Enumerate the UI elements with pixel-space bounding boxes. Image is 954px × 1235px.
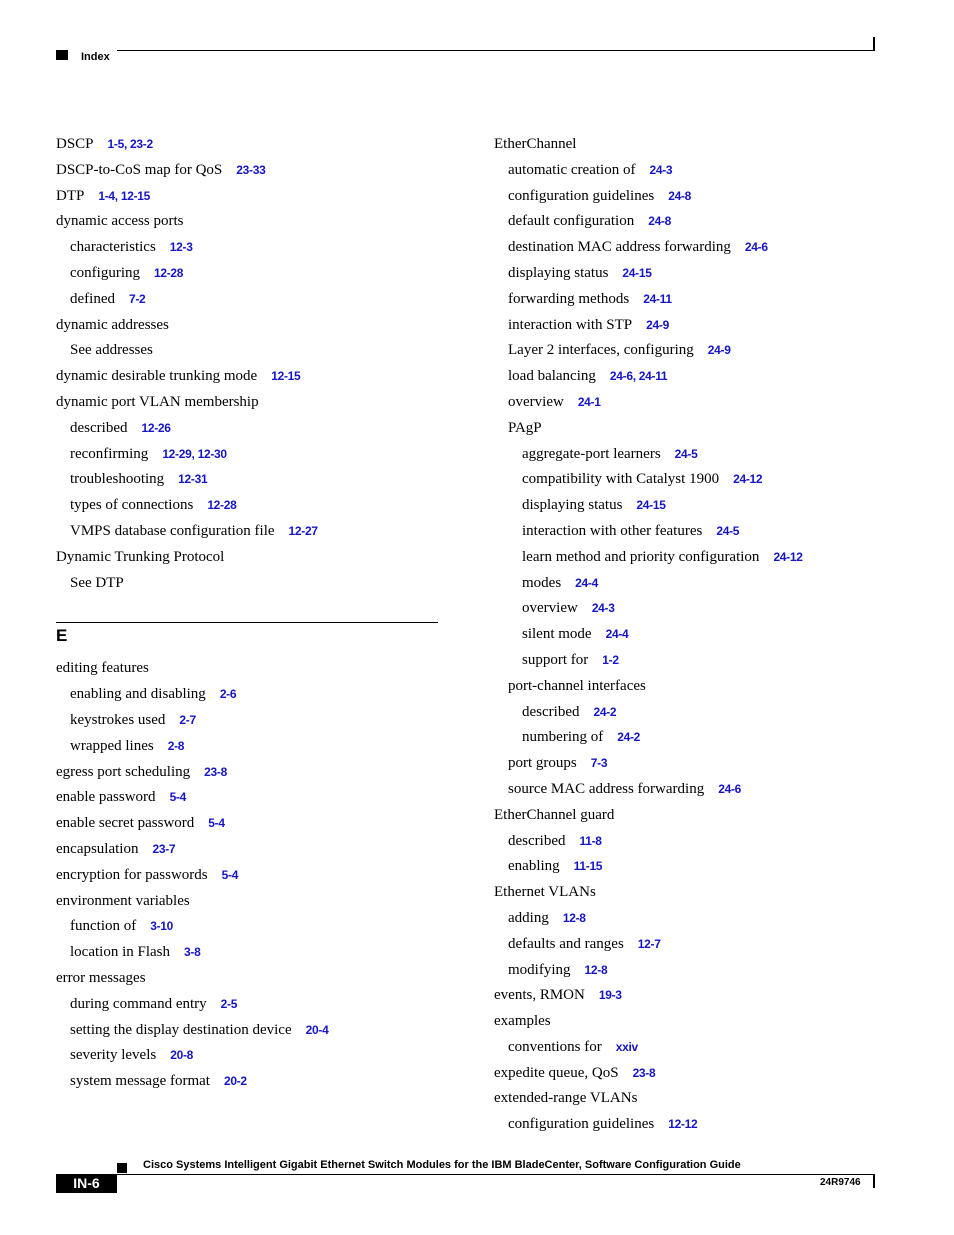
- index-subentry: [56, 1069, 438, 1095]
- page-reference-link[interactable]: 1-2: [602, 652, 619, 667]
- page-reference-link[interactable]: 2-7: [179, 712, 196, 727]
- page-reference-link[interactable]: 24-9: [646, 317, 669, 332]
- index-term: examples: [494, 1013, 551, 1030]
- index-term: overview: [522, 600, 578, 617]
- index-entry: [56, 184, 438, 210]
- index-term: encryption for passwords: [56, 866, 208, 883]
- index-term: port-channel interfaces: [508, 677, 646, 694]
- index-term: DSCP: [56, 136, 94, 152]
- index-entry: [56, 313, 438, 339]
- index-term: overview: [508, 393, 564, 410]
- index-entry: [56, 837, 438, 863]
- page-reference-link[interactable]: 2-6: [219, 687, 237, 702]
- page-reference-link[interactable]: 1-5, 23-2: [107, 137, 153, 151]
- index-term: displaying status: [522, 497, 623, 514]
- page-reference-link[interactable]: 24-6: [718, 781, 742, 796]
- page-reference-link[interactable]: 24-9: [707, 343, 731, 358]
- page-reference-link[interactable]: 24-6: [744, 240, 768, 255]
- index-subentry: [56, 519, 438, 545]
- index-subentry: [494, 596, 894, 622]
- index-subentry: [494, 261, 894, 287]
- page-reference-link[interactable]: 24-6, 24-11: [609, 369, 668, 384]
- page-reference-link[interactable]: 24-3: [591, 601, 615, 616]
- index-subentry: [56, 261, 438, 287]
- index-term: configuring: [70, 264, 140, 281]
- index-term: modes: [522, 574, 562, 591]
- page-reference-link[interactable]: 12-27: [288, 523, 318, 538]
- page-reference-link[interactable]: 7-2: [128, 291, 146, 306]
- page-reference-link[interactable]: 11-15: [573, 859, 603, 874]
- index-term: expedite queue, QoS: [494, 1064, 619, 1081]
- index-term: Layer 2 interfaces, configuring: [508, 342, 694, 359]
- page-reference-link[interactable]: 24-5: [674, 446, 698, 461]
- index-right-column: [494, 132, 894, 1138]
- index-term: support for: [522, 651, 589, 668]
- index-term: extended-range VLANs: [494, 1090, 638, 1107]
- footer-book-title: Cisco Systems Intelligent Gigabit Ethernet Switch Modules for the IBM BladeCenter, Software Configuration Guide: [143, 1159, 741, 1171]
- index-subentry: [56, 734, 438, 760]
- page-reference-link[interactable]: 24-8: [668, 188, 692, 203]
- index-term: described: [522, 703, 580, 720]
- index-subentry: [56, 493, 438, 519]
- page-reference-link[interactable]: 24-8: [648, 214, 672, 229]
- index-term: dynamic addresses: [56, 316, 169, 333]
- page-reference-link[interactable]: 24-4: [605, 627, 629, 642]
- page-reference-link[interactable]: 5-4: [221, 867, 239, 882]
- index-term: egress port scheduling: [56, 763, 191, 780]
- page-reference-link[interactable]: 3-10: [150, 919, 174, 934]
- index-subentry: [494, 519, 894, 545]
- index-term: during command entry: [70, 995, 207, 1012]
- index-entry: [494, 1086, 894, 1112]
- index-entry: [56, 863, 438, 889]
- index-term: compatibility with Catalyst 1900: [522, 471, 720, 488]
- page-reference-link[interactable]: 12-29, 12-30: [162, 446, 227, 461]
- index-term: EtherChannel guard: [494, 806, 615, 823]
- index-term: reconfirming: [70, 445, 149, 462]
- index-term: See addresses: [70, 342, 153, 359]
- index-subentry: [494, 932, 894, 958]
- index-subentry: [494, 467, 894, 493]
- index-entry: [494, 132, 894, 158]
- index-term: severity levels: [70, 1047, 157, 1064]
- index-term: enabling: [508, 858, 560, 875]
- index-term: enabling and disabling: [70, 686, 206, 703]
- index-term: characteristics: [70, 239, 156, 256]
- index-subentry: [56, 1018, 438, 1044]
- index-subentry: [494, 287, 894, 313]
- index-term: numbering of: [522, 729, 604, 746]
- index-subentry: [56, 442, 438, 468]
- index-entry: [494, 983, 894, 1009]
- page-reference-link[interactable]: 12-26: [141, 420, 171, 435]
- index-entry: [56, 390, 438, 416]
- index-term: events, RMON: [494, 987, 585, 1004]
- index-term: load balancing: [508, 368, 596, 385]
- index-subentry: [494, 777, 894, 803]
- header-label: Index: [81, 51, 110, 63]
- index-subentry: [56, 287, 438, 313]
- index-subentry: [494, 648, 894, 674]
- index-subentry: [494, 700, 894, 726]
- index-subentry: [56, 682, 438, 708]
- section-heading: [56, 604, 438, 656]
- page-reference-link[interactable]: 2-5: [220, 996, 238, 1011]
- page-reference-link[interactable]: 24-12: [773, 549, 803, 564]
- header-marker: [56, 50, 68, 60]
- index-term: destination MAC address forwarding: [508, 239, 731, 256]
- index-term: system message format: [70, 1073, 210, 1090]
- page-reference-link[interactable]: xxiv: [615, 1039, 638, 1054]
- index-term: environment variables: [56, 892, 190, 909]
- index-subentry: [56, 235, 438, 261]
- index-term: aggregate-port learners: [522, 445, 661, 462]
- page-reference-link[interactable]: 12-8: [562, 910, 586, 925]
- section-letter: E: [56, 626, 68, 646]
- index-term: adding: [508, 909, 549, 926]
- index-subentry: [56, 338, 438, 364]
- index-subentry: [494, 493, 894, 519]
- index-term: function of: [70, 918, 137, 935]
- page-reference-link[interactable]: 24-3: [649, 162, 673, 177]
- index-term: configuration guidelines: [508, 187, 655, 204]
- footer-marker: [117, 1163, 127, 1173]
- page-reference-link[interactable]: 20-4: [305, 1022, 329, 1037]
- index-subentry: [494, 725, 894, 751]
- index-subentry: [56, 940, 438, 966]
- index-term: keystrokes used: [70, 711, 166, 728]
- index-entry: [56, 364, 438, 390]
- index-entry: [56, 545, 438, 571]
- index-term: dynamic desirable trunking mode: [56, 368, 258, 385]
- document-number: 24R9746: [820, 1177, 861, 1188]
- page-reference-link[interactable]: 23-8: [632, 1065, 656, 1080]
- index-term: configuration guidelines: [508, 1116, 655, 1133]
- page-number: IN-6: [56, 1174, 117, 1193]
- index-subentry: [494, 158, 894, 184]
- index-term: described: [508, 832, 566, 849]
- page-reference-link[interactable]: 20-8: [170, 1048, 194, 1063]
- index-entry: [56, 966, 438, 992]
- index-entry: [56, 209, 438, 235]
- index-subentry: [494, 958, 894, 984]
- index-entry: [56, 811, 438, 837]
- page-reference-link[interactable]: 23-33: [236, 162, 266, 177]
- page-reference-link[interactable]: 12-7: [637, 936, 661, 951]
- page-reference-link[interactable]: 2-8: [167, 738, 185, 753]
- index-left-column: [56, 132, 438, 1095]
- index-term: location in Flash: [70, 944, 170, 961]
- index-term: modifying: [508, 961, 571, 978]
- index-term: wrapped lines: [70, 737, 154, 754]
- index-subentry: [494, 545, 894, 571]
- index-entry: [56, 760, 438, 786]
- page-reference-link[interactable]: 12-8: [584, 962, 608, 977]
- page-reference-link[interactable]: 7-3: [590, 756, 608, 771]
- index-term: DSCP-to-CoS map for QoS: [56, 161, 223, 178]
- index-term: defaults and ranges: [508, 935, 624, 952]
- index-term: forwarding methods: [508, 290, 630, 307]
- index-entry: [494, 1061, 894, 1087]
- page-reference-link[interactable]: 24-12: [733, 472, 763, 487]
- index-term: error messages: [56, 969, 146, 986]
- index-subentry: [494, 622, 894, 648]
- index-term: automatic creation of: [508, 161, 636, 178]
- index-subentry: [56, 1043, 438, 1069]
- index-term: displaying status: [508, 264, 609, 281]
- index-subentry: [494, 906, 894, 932]
- index-term: Ethernet VLANs: [494, 884, 596, 901]
- page-reference-link[interactable]: 12-15: [271, 369, 301, 384]
- page-reference-link[interactable]: 20-2: [223, 1074, 247, 1089]
- index-term: interaction with other features: [522, 522, 703, 539]
- index-subentry: [56, 467, 438, 493]
- index-entry: [56, 785, 438, 811]
- index-term: silent mode: [522, 626, 592, 643]
- index-subentry: [494, 1035, 894, 1061]
- index-term: learn method and priority configuration: [522, 548, 760, 565]
- page-reference-link[interactable]: 23-7: [152, 841, 176, 856]
- index-subentry: [494, 364, 894, 390]
- index-term: Dynamic Trunking Protocol: [56, 548, 225, 565]
- index-term: setting the display destination device: [70, 1021, 292, 1038]
- index-subentry: [494, 829, 894, 855]
- page-reference-link[interactable]: 12-28: [207, 498, 237, 513]
- index-term: enable secret password: [56, 815, 195, 832]
- index-term: source MAC address forwarding: [508, 780, 705, 797]
- index-term: See DTP: [70, 574, 124, 591]
- index-subentry: [494, 571, 894, 597]
- page-reference-link[interactable]: 1-4, 12-15: [98, 188, 151, 203]
- index-term: encapsulation: [56, 840, 139, 857]
- page-reference-link[interactable]: 12-3: [169, 240, 193, 255]
- page-reference-link[interactable]: 24-4: [575, 575, 598, 590]
- index-term: PAgP: [508, 419, 542, 436]
- index-term: enable password: [56, 789, 156, 806]
- page-reference-link[interactable]: 23-8: [204, 764, 227, 779]
- page-reference-link[interactable]: 12-12: [668, 1117, 698, 1132]
- page-reference-link[interactable]: 24-5: [716, 523, 740, 538]
- page-reference-link[interactable]: 5-4: [208, 816, 225, 831]
- index-subentry: [494, 751, 894, 777]
- index-entry: [56, 132, 438, 158]
- page-reference-link[interactable]: 5-4: [169, 790, 187, 805]
- header-rule: [117, 50, 875, 51]
- section-rule: [56, 622, 438, 623]
- index-term: types of connections: [70, 497, 194, 514]
- index-subentry: [56, 992, 438, 1018]
- index-term: VMPS database configuration file: [70, 522, 275, 539]
- page-reference-link[interactable]: 24-1: [577, 394, 601, 409]
- index-subentry: [494, 235, 894, 261]
- index-subentry: [494, 209, 894, 235]
- index-term: dynamic access ports: [56, 213, 184, 230]
- page-reference-link[interactable]: 24-11: [643, 291, 672, 306]
- index-term: defined: [70, 290, 115, 307]
- index-subentry: [494, 338, 894, 364]
- index-subentry: [494, 184, 894, 210]
- index-subentry: [494, 674, 894, 700]
- page-reference-link[interactable]: 24-15: [622, 265, 652, 280]
- page-reference-link[interactable]: 11-8: [579, 833, 602, 848]
- index-subentry: [56, 708, 438, 734]
- header-rule-tick: [873, 37, 875, 51]
- index-term: port groups: [508, 755, 577, 772]
- index-term: EtherChannel: [494, 136, 577, 152]
- index-subentry: [494, 854, 894, 880]
- index-subentry: [56, 416, 438, 442]
- index-subentry: [56, 914, 438, 940]
- index-entry: [494, 1009, 894, 1035]
- index-entry: [494, 880, 894, 906]
- section-spacer: [56, 596, 438, 604]
- index-subentry: [494, 442, 894, 468]
- index-subentry: [494, 1112, 894, 1138]
- page-reference-link[interactable]: 19-3: [598, 988, 622, 1003]
- index-term: interaction with STP: [508, 316, 633, 333]
- index-subentry: [494, 313, 894, 339]
- page-reference-link[interactable]: 12-28: [153, 265, 184, 280]
- index-subentry: [494, 416, 894, 442]
- index-term: troubleshooting: [70, 471, 165, 488]
- footer-rule-tick: [873, 1174, 875, 1188]
- page-reference-link[interactable]: 24-2: [593, 704, 617, 719]
- page-reference-link[interactable]: 24-15: [636, 498, 666, 513]
- index-entry: [56, 158, 438, 184]
- index-term: default configuration: [508, 213, 635, 230]
- index-entry: [494, 803, 894, 829]
- index-subentry: [494, 390, 894, 416]
- index-term: described: [70, 419, 128, 436]
- index-term: editing features: [56, 660, 149, 677]
- index-subentry: [56, 571, 438, 597]
- page-reference-link[interactable]: 24-2: [617, 730, 641, 745]
- index-term: dynamic port VLAN membership: [56, 393, 259, 410]
- index-entry: [56, 889, 438, 915]
- page-reference-link[interactable]: 3-8: [184, 945, 201, 960]
- index-term: DTP: [56, 187, 85, 204]
- page-reference-link[interactable]: 12-31: [178, 472, 208, 487]
- index-entry: [56, 656, 438, 682]
- footer-rule: [117, 1174, 875, 1175]
- index-term: conventions for: [508, 1038, 602, 1055]
